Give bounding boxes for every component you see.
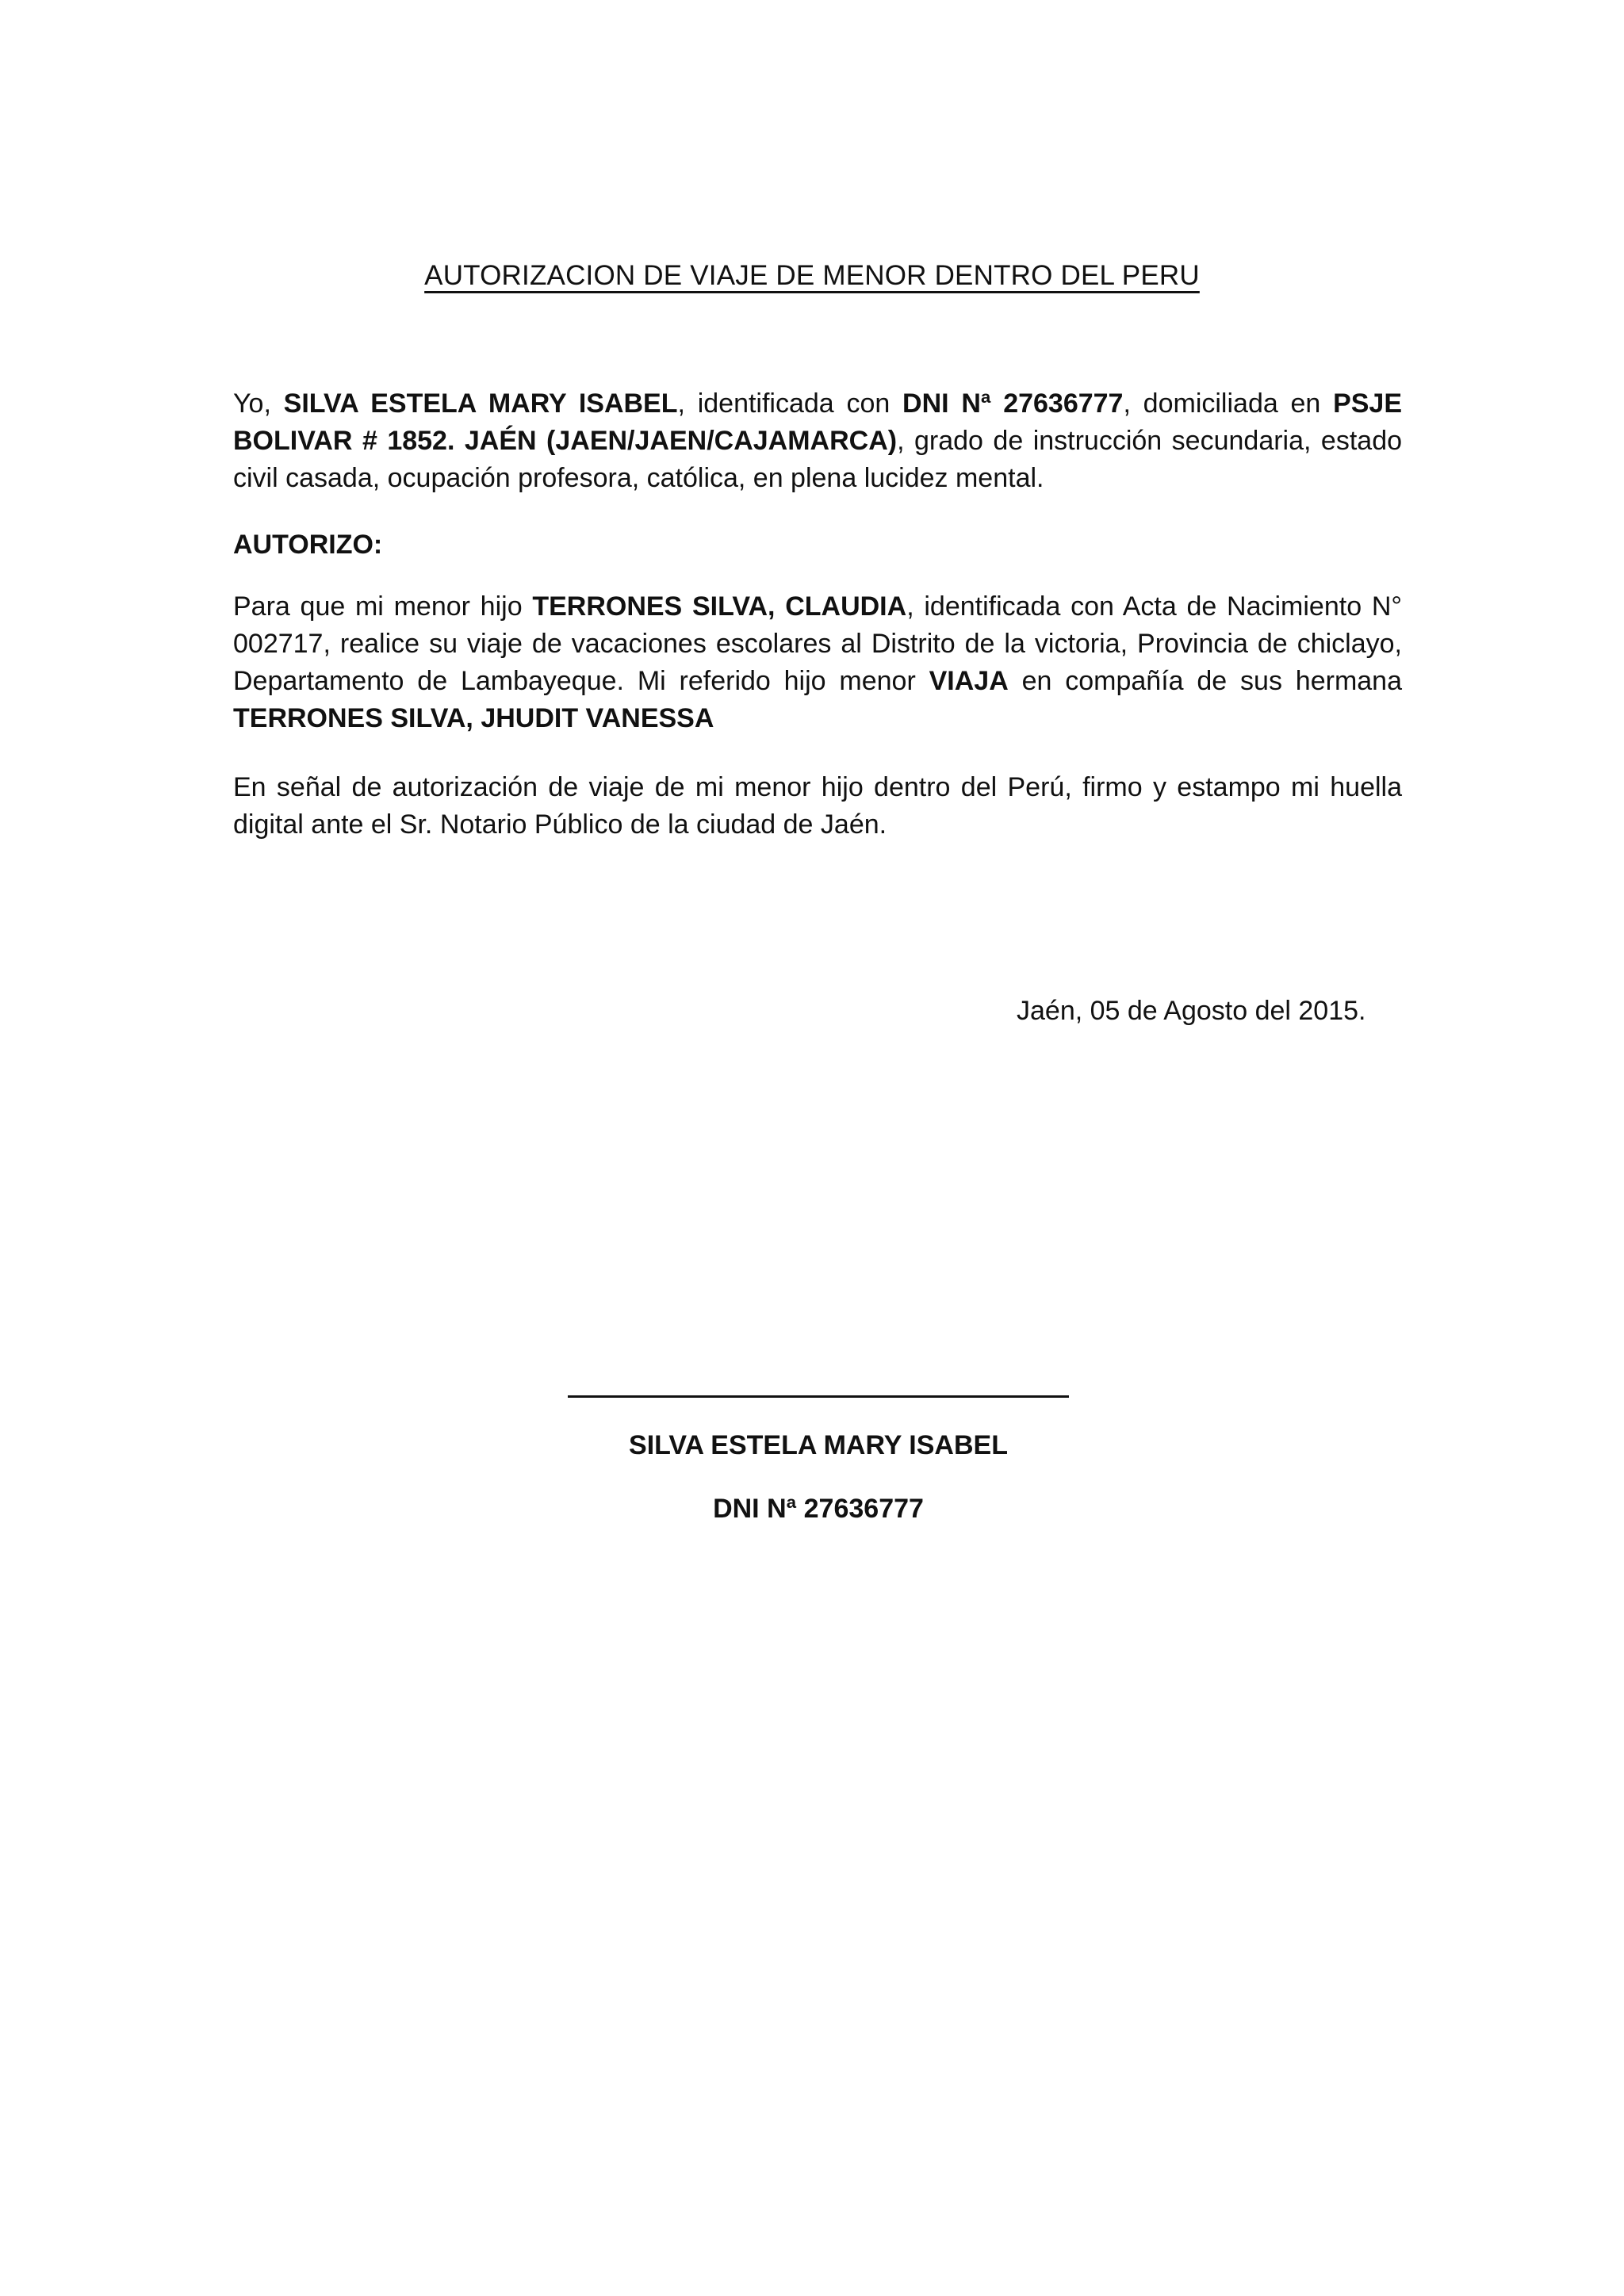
paragraph-text: , identificada con Acta de Nacimiento N° 002717, realice su viaje de vacaciones escolares al Distrito de la victoria, Provincia de chiclayo, Departamento de Lambayeque. Mi referido hijo menor — [233, 591, 1402, 696]
authorize-heading: AUTORIZO: — [233, 530, 383, 560]
signatory-dni: DNI Nª 27636777 — [713, 1494, 924, 1524]
paragraph-text: en compañía de sus hermana — [1008, 666, 1402, 696]
document-date: Jaén, 05 de Agosto del 2015. — [1017, 996, 1366, 1026]
signature-line — [568, 1395, 1069, 1398]
declarant-dni: DNI Nª 27636777 — [902, 388, 1124, 419]
sibling-name: TERRONES SILVA, JHUDIT VANESSA — [233, 703, 714, 733]
paragraph-text: , domiciliada en — [1123, 388, 1334, 419]
declarant-name: SILVA ESTELA MARY ISABEL — [283, 388, 678, 419]
paragraph-text: Para que mi menor hijo — [233, 591, 533, 622]
travels-word: VIAJA — [929, 666, 1009, 696]
paragraph-text: , identificada con — [677, 388, 903, 419]
paragraph-text: , grado de instrucción secundaria, estado civil casada, ocupación profesora, católica, en plena lucidez mental. — [233, 426, 1403, 493]
declarant-address: PSJE BOLIVAR # 1852. JAÉN (JAEN/JAEN/CAJAMARCA) — [233, 388, 1403, 456]
child-name: TERRONES SILVA, CLAUDIA — [532, 591, 907, 622]
paragraph-text: Yo, — [233, 388, 284, 419]
signatory-name: SILVA ESTELA MARY ISABEL — [629, 1430, 1008, 1460]
signature-statement-paragraph: En señal de autorización de viaje de mi menor hijo dentro del Perú, firmo y estampo mi huella digital ante el Sr. Notario Público de la ciudad de Jaén. — [233, 772, 1402, 840]
declarant-paragraph — [233, 385, 1402, 497]
document-title: AUTORIZACION DE VIAJE DE MENOR DENTRO DEL PERU — [424, 260, 1200, 291]
authorization-paragraph — [233, 588, 1402, 737]
